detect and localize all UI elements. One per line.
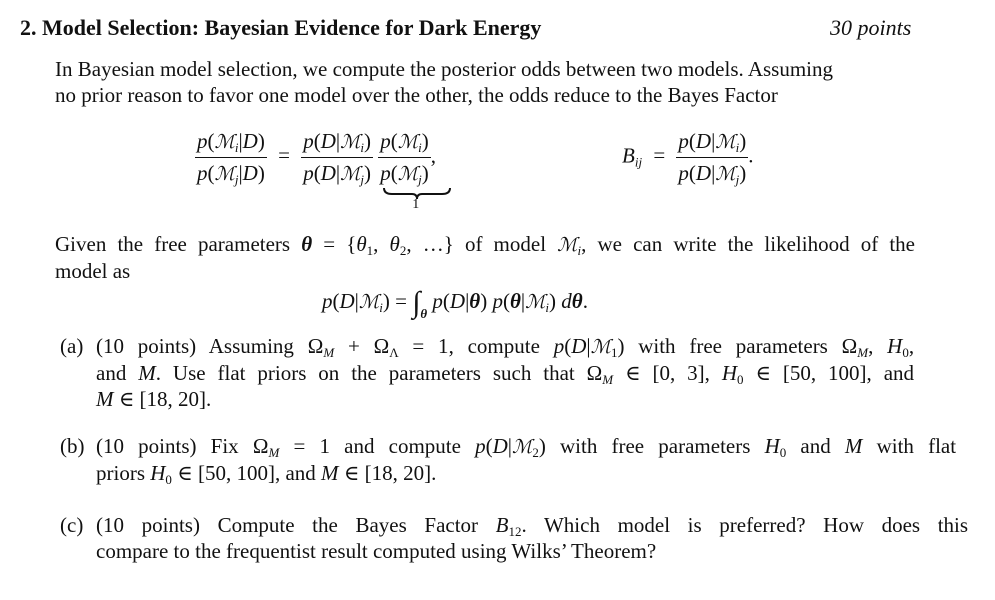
part-b-label: (b) bbox=[60, 434, 85, 458]
part-b bbox=[60, 433, 956, 486]
part-c bbox=[60, 512, 968, 564]
underbrace-label: 1 bbox=[412, 197, 420, 212]
part-a-label: (a) bbox=[60, 334, 84, 358]
part-a-line-1: (10 points) Assuming $\Omega_M + \Omega_\Lambda = 1$, compute p(D|ℳ$_1$) with free parameters $\Omega_M$, $H_0$, bbox=[96, 334, 915, 360]
part-c-line-2: compare to the frequentist result computed using Wilks’ Theorem? bbox=[96, 539, 657, 563]
evidence-integral-equation: p(D|ℳ$_i$) = $\int_\theta$ p(D|θ) p(θ|ℳ$_i$) dθ. bbox=[322, 286, 588, 321]
prior-ratio: $\frac{p(ℳ_i)}{p(ℳ_j)}$ bbox=[380, 129, 429, 187]
part-b-line-2: priors $H_0$ ∈ [50, 100], and M ∈ [18, 20]. bbox=[96, 461, 437, 487]
part-b-line-1: (10 points) Fix $\Omega_M = 1$ and compute p(D|ℳ$_2$) with free parameters $H_0$ and M with flat bbox=[96, 434, 957, 460]
part-c-line-1: (10 points) Compute the Bayes Factor $B_{12}$. Which model is preferred? How does this bbox=[96, 513, 969, 539]
part-a-line-3: M ∈ [18, 20]. bbox=[96, 387, 212, 411]
bayes-factor-equation: $B_{ij}$ = $\frac{p(D|ℳ_i)}{p(D|ℳ_j)}$ . bbox=[622, 129, 754, 187]
given-line-1: Given the free parameters $\theta = \{\theta_1$, $\theta_2$, …} of model ℳ$_i$, we can write the likelihood of the bbox=[55, 232, 915, 258]
given-line-2: model as bbox=[55, 259, 131, 283]
problem-points: 30 points bbox=[830, 15, 912, 40]
posterior-odds-equation: $\frac{p(ℳ_i|D)}{p(ℳ_j|D)}$ = $\frac{p(D|ℳ_i)}{p(D|ℳ_j)}$ $\frac{p(ℳ_i)}{p(ℳ_j)}$ 1 , bbox=[195, 128, 436, 187]
part-a bbox=[60, 333, 914, 412]
intro-line-2: no prior reason to favor one model over the other, the odds reduce to the Bayes Factor bbox=[55, 83, 778, 107]
given-text bbox=[55, 231, 915, 284]
part-c-label: (c) bbox=[60, 513, 84, 537]
part-a-line-2: and M. Use flat priors on the parameters such that $\Omega_M$ ∈ [0, 3], $H_0$ ∈ [50, 100], and bbox=[96, 361, 915, 387]
intro-line-1: In Bayesian model selection, we compute the posterior odds between two models. Assuming bbox=[55, 57, 834, 81]
intro-text bbox=[55, 56, 915, 108]
problem-title: 2. Model Selection: Bayesian Evidence for Dark Energy bbox=[20, 15, 542, 40]
likelihood-ratio: $\frac{p(D|ℳ_i)}{p(D|ℳ_j)}$ bbox=[303, 129, 372, 187]
posterior-ratio: $\frac{p(ℳ_i|D)}{p(ℳ_j|D)}$ bbox=[197, 129, 265, 187]
